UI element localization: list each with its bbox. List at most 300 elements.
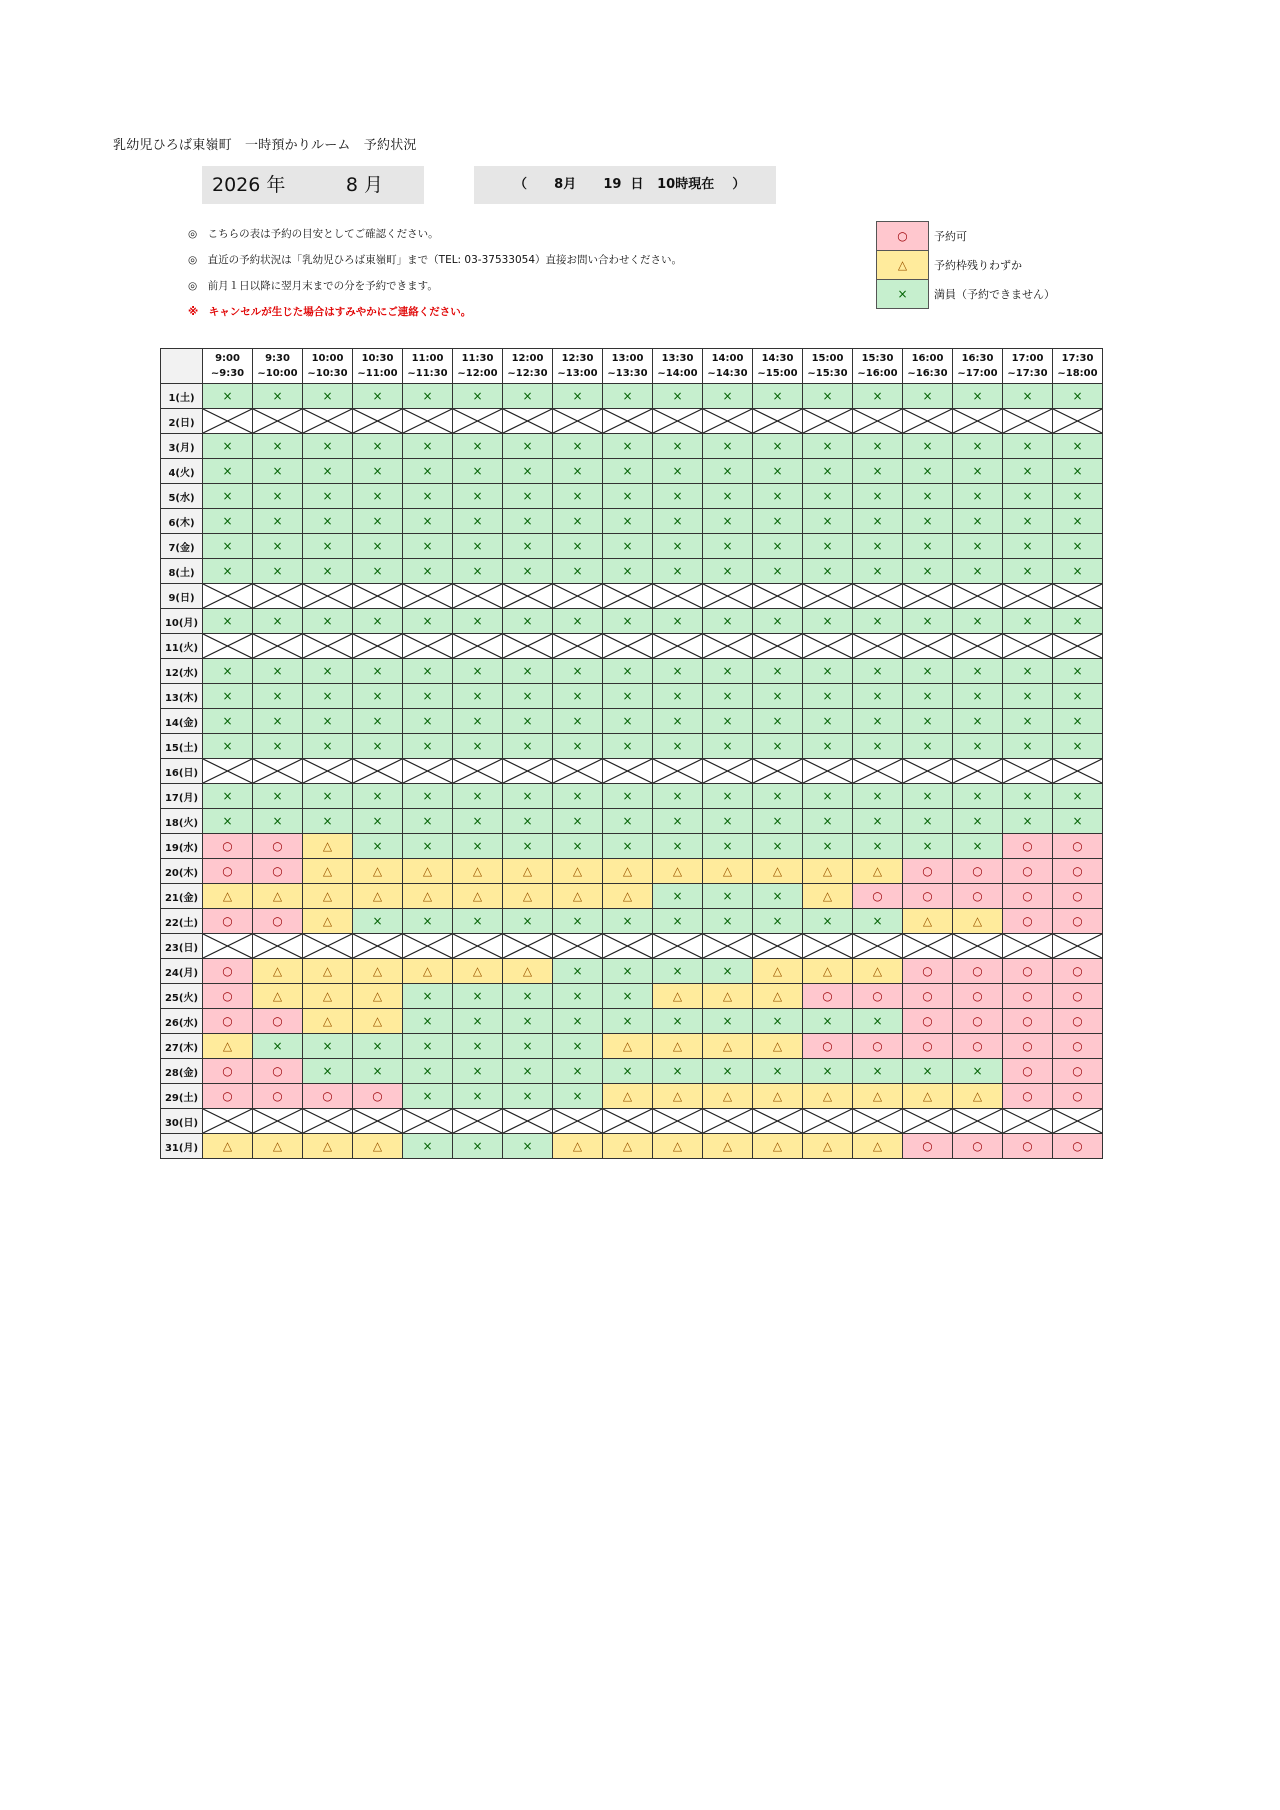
slot-full: × [403,534,453,559]
time-slot-start: 10:30 [361,353,394,364]
closed-cell [503,1109,553,1134]
slot-available: ○ [853,984,903,1009]
time-slot-start: 15:30 [861,353,894,364]
status-month: 8月 [554,177,577,192]
slot-full: × [703,384,753,409]
slot-full: × [803,834,853,859]
slot-full: × [503,909,553,934]
legend-symbol-available: ○ [877,222,929,251]
status-day-unit: 日 [630,177,644,192]
closed-cell [953,584,1003,609]
status-open-paren: （ [514,177,528,192]
closed-cell [953,409,1003,434]
closed-cell [653,1109,703,1134]
slot-few-left: △ [553,1134,603,1159]
slot-full: × [503,609,553,634]
slot-full: × [303,434,353,459]
time-slot-header [653,349,703,384]
slot-full: × [303,609,353,634]
time-slot-end: ~12:00 [457,368,498,379]
slot-full: × [253,659,303,684]
slot-full: × [603,809,653,834]
closed-cell [803,759,853,784]
time-slot-start: 14:30 [761,353,794,364]
slot-full: × [903,834,953,859]
slot-full: × [603,384,653,409]
slot-full: × [803,559,853,584]
slot-few-left: △ [903,1084,953,1109]
slot-full: × [753,809,803,834]
day-row [161,1009,1103,1034]
slot-few-left: △ [253,1134,303,1159]
day-label: 26(水) [161,1009,203,1034]
day-label: 2(日) [161,409,203,434]
day-label: 18(火) [161,809,203,834]
slot-few-left: △ [203,884,253,909]
slot-full: × [253,684,303,709]
slot-full: × [803,459,853,484]
slot-full: × [303,534,353,559]
time-slot-start: 11:00 [411,353,444,364]
slot-available: ○ [953,859,1003,884]
slot-full: × [603,1059,653,1084]
closed-cell [553,1109,603,1134]
day-label: 22(土) [161,909,203,934]
slot-available: ○ [353,1084,403,1109]
year-unit: 年 [266,174,286,196]
slot-full: × [553,909,603,934]
day-row [161,409,1103,434]
day-label: 6(木) [161,509,203,534]
slot-full: × [1003,709,1053,734]
slot-few-left: △ [353,859,403,884]
slot-full: × [653,909,703,934]
slot-full: × [853,484,903,509]
slot-full: × [703,909,753,934]
day-label: 13(木) [161,684,203,709]
slot-full: × [553,609,603,634]
slot-available: ○ [953,1034,1003,1059]
time-slot-header [1003,349,1053,384]
closed-cell [653,584,703,609]
slot-few-left: △ [353,1009,403,1034]
slot-full: × [453,734,503,759]
slot-full: × [803,734,853,759]
closed-cell [603,1109,653,1134]
slot-full: × [453,784,503,809]
slot-available: ○ [953,984,1003,1009]
slot-available: ○ [303,1084,353,1109]
slot-available: ○ [1003,1034,1053,1059]
time-slot-header [553,349,603,384]
legend-label: 予約枠残りわずか [934,259,1022,272]
slot-full: × [453,809,503,834]
slot-full: × [503,559,553,584]
slot-full: × [653,884,703,909]
time-slot-start: 12:30 [561,353,594,364]
slot-full: × [1053,509,1103,534]
day-label: 29(土) [161,1084,203,1109]
day-row [161,659,1103,684]
slot-full: × [803,909,853,934]
slot-few-left: △ [653,1034,703,1059]
slot-available: ○ [1003,1084,1053,1109]
slot-full: × [503,459,553,484]
time-slot-end: ~10:00 [257,368,298,379]
slot-full: × [853,509,903,534]
slot-full: × [803,534,853,559]
slot-available: ○ [903,984,953,1009]
time-slot-end: ~15:00 [757,368,798,379]
closed-cell [303,634,353,659]
time-slot-end: ~13:00 [557,368,598,379]
slot-full: × [403,434,453,459]
closed-cell [403,409,453,434]
slot-full: × [703,1009,753,1034]
day-row [161,1109,1103,1134]
closed-cell [1053,409,1103,434]
time-slot-start: 9:00 [215,353,240,364]
closed-cell [503,759,553,784]
slot-few-left: △ [453,859,503,884]
slot-full: × [753,384,803,409]
slot-full: × [753,909,803,934]
time-slot-end: ~14:00 [657,368,698,379]
slot-full: × [653,784,703,809]
slot-full: × [953,659,1003,684]
closed-cell [203,634,253,659]
slot-full: × [903,384,953,409]
slot-full: × [1053,709,1103,734]
slot-full: × [953,609,1003,634]
slot-few-left: △ [253,984,303,1009]
slot-full: × [703,884,753,909]
slot-full: × [953,384,1003,409]
slot-few-left: △ [753,984,803,1009]
slot-full: × [803,709,853,734]
slot-full: × [203,734,253,759]
slot-full: × [603,609,653,634]
slot-available: ○ [853,1034,903,1059]
slot-full: × [303,659,353,684]
slot-few-left: △ [653,1084,703,1109]
slot-full: × [353,734,403,759]
slot-available: ○ [953,959,1003,984]
time-slot-header [703,349,753,384]
slot-full: × [953,534,1003,559]
slot-full: × [453,609,503,634]
slot-full: × [253,734,303,759]
slot-full: × [953,509,1003,534]
slot-available: ○ [1053,984,1103,1009]
slot-full: × [553,1009,603,1034]
slot-full: × [603,484,653,509]
slot-available: ○ [803,1034,853,1059]
slot-available: ○ [903,959,953,984]
slot-full: × [903,784,953,809]
slot-few-left: △ [753,959,803,984]
slot-full: × [603,509,653,534]
closed-cell [753,1109,803,1134]
time-slot-end: ~12:30 [507,368,548,379]
slot-full: × [503,1084,553,1109]
slot-available: ○ [253,834,303,859]
slot-full: × [503,484,553,509]
closed-cell [353,1109,403,1134]
slot-full: × [553,1059,603,1084]
slot-few-left: △ [603,1084,653,1109]
closed-cell [253,934,303,959]
day-row [161,1084,1103,1109]
slot-full: × [453,659,503,684]
closed-cell [453,1109,503,1134]
slot-available: ○ [253,1059,303,1084]
slot-full: × [253,384,303,409]
closed-cell [953,634,1003,659]
slot-full: × [653,709,703,734]
slot-few-left: △ [753,1084,803,1109]
slot-full: × [753,834,803,859]
slot-few-left: △ [503,884,553,909]
time-slot-header [403,349,453,384]
slot-full: × [803,1059,853,1084]
day-row [161,1059,1103,1084]
closed-cell [953,934,1003,959]
closed-cell [653,634,703,659]
slot-full: × [653,434,703,459]
slot-available: ○ [903,884,953,909]
closed-cell [553,759,603,784]
closed-cell [403,634,453,659]
closed-cell [903,1109,953,1134]
slot-full: × [403,1034,453,1059]
closed-cell [553,584,603,609]
slot-few-left: △ [203,1034,253,1059]
slot-few-left: △ [303,1134,353,1159]
slot-full: × [353,909,403,934]
slot-full: × [603,684,653,709]
closed-cell [553,634,603,659]
closed-cell [1053,634,1103,659]
slot-full: × [753,534,803,559]
slot-full: × [303,384,353,409]
slot-available: ○ [903,859,953,884]
slot-full: × [253,534,303,559]
slot-few-left: △ [403,884,453,909]
slot-full: × [803,609,853,634]
slot-few-left: △ [953,1084,1003,1109]
slot-full: × [653,509,703,534]
closed-cell [903,409,953,434]
closed-cell [1003,584,1053,609]
slot-full: × [703,459,753,484]
slot-full: × [803,1009,853,1034]
slot-full: × [1003,559,1053,584]
slot-full: × [603,709,653,734]
slot-full: × [503,809,553,834]
slot-full: × [353,684,403,709]
slot-full: × [403,684,453,709]
slot-full: × [203,384,253,409]
slot-few-left: △ [703,984,753,1009]
slot-few-left: △ [803,859,853,884]
slot-full: × [1003,384,1053,409]
slot-full: × [903,459,953,484]
closed-cell [353,584,403,609]
slot-full: × [203,609,253,634]
slot-full: × [1053,784,1103,809]
slot-full: × [1003,809,1053,834]
slot-full: × [503,434,553,459]
closed-cell [353,409,403,434]
slot-full: × [503,834,553,859]
slot-full: × [403,384,453,409]
slot-few-left: △ [803,884,853,909]
slot-available: ○ [1053,1009,1103,1034]
slot-full: × [903,709,953,734]
closed-cell [703,634,753,659]
slot-full: × [453,484,503,509]
time-slot-end: ~16:30 [907,368,948,379]
slot-full: × [653,534,703,559]
slot-full: × [403,734,453,759]
note-item: ◎ 直近の予約状況は「乳幼児ひろば東嶺町」まで（TEL: 03-37533054）直接お問い合わせください。 [188,254,683,266]
slot-available: ○ [803,984,853,1009]
closed-cell [703,409,753,434]
slot-full: × [903,534,953,559]
slot-full: × [553,1084,603,1109]
closed-cell [603,934,653,959]
day-label: 5(水) [161,484,203,509]
slot-full: × [653,459,703,484]
slot-full: × [703,1059,753,1084]
day-label: 9(日) [161,584,203,609]
slot-full: × [353,509,403,534]
slot-available: ○ [953,884,1003,909]
slot-full: × [253,1034,303,1059]
time-slot-end: ~11:30 [407,368,448,379]
slot-full: × [453,1084,503,1109]
slot-full: × [203,659,253,684]
closed-cell [1053,1109,1103,1134]
slot-few-left: △ [603,859,653,884]
slot-few-left: △ [303,859,353,884]
closed-cell [803,634,853,659]
slot-few-left: △ [253,884,303,909]
day-row [161,909,1103,934]
slot-full: × [1003,684,1053,709]
slot-full: × [403,659,453,684]
day-row [161,509,1103,534]
closed-cell [1003,634,1053,659]
slot-available: ○ [1053,834,1103,859]
slot-full: × [303,1034,353,1059]
time-slot-header [903,349,953,384]
day-row [161,459,1103,484]
slot-full: × [903,559,953,584]
slot-full: × [203,809,253,834]
closed-cell [853,584,903,609]
slot-available: ○ [203,909,253,934]
slot-full: × [553,684,603,709]
slot-available: ○ [1053,1134,1103,1159]
slot-full: × [953,834,1003,859]
closed-cell [403,934,453,959]
slot-full: × [503,1059,553,1084]
time-slot-header [1053,349,1103,384]
day-label: 24(月) [161,959,203,984]
day-row [161,809,1103,834]
closed-cell [253,1109,303,1134]
slot-full: × [303,784,353,809]
day-label: 11(火) [161,634,203,659]
slot-full: × [353,559,403,584]
closed-cell [1003,1109,1053,1134]
slot-full: × [303,509,353,534]
slot-full: × [653,484,703,509]
slot-full: × [603,1009,653,1034]
slot-full: × [503,984,553,1009]
slot-full: × [203,484,253,509]
closed-cell [403,1109,453,1134]
slot-full: × [753,709,803,734]
closed-cell [553,409,603,434]
time-slot-end: ~16:00 [857,368,898,379]
closed-cell [253,759,303,784]
time-slot-header [853,349,903,384]
slot-few-left: △ [703,1084,753,1109]
slot-full: × [453,909,503,934]
closed-cell [703,1109,753,1134]
day-label: 3(月) [161,434,203,459]
slot-full: × [853,1059,903,1084]
slot-full: × [903,684,953,709]
time-slot-header [203,349,253,384]
slot-full: × [703,659,753,684]
slot-full: × [1003,484,1053,509]
slot-full: × [553,509,603,534]
slot-full: × [1003,509,1053,534]
slot-full: × [553,734,603,759]
slot-full: × [603,909,653,934]
slot-full: × [453,709,503,734]
closed-cell [753,759,803,784]
slot-full: × [503,384,553,409]
slot-few-left: △ [253,959,303,984]
closed-cell [1053,584,1103,609]
slot-full: × [703,959,753,984]
slot-full: × [703,534,753,559]
slot-full: × [703,734,753,759]
closed-cell [503,409,553,434]
closed-cell [1053,759,1103,784]
time-slot-header [803,349,853,384]
slot-full: × [553,984,603,1009]
slot-full: × [353,834,403,859]
closed-cell [1053,934,1103,959]
slot-full: × [703,834,753,859]
slot-full: × [653,559,703,584]
day-label: 17(月) [161,784,203,809]
closed-cell [953,1109,1003,1134]
slot-available: ○ [253,1084,303,1109]
day-label: 30(日) [161,1109,203,1134]
closed-cell [853,409,903,434]
slot-full: × [503,1034,553,1059]
page-title: 乳幼児ひろば東嶺町 一時預かりルーム 予約状況 [113,138,417,153]
slot-full: × [303,734,353,759]
slot-full: × [853,384,903,409]
